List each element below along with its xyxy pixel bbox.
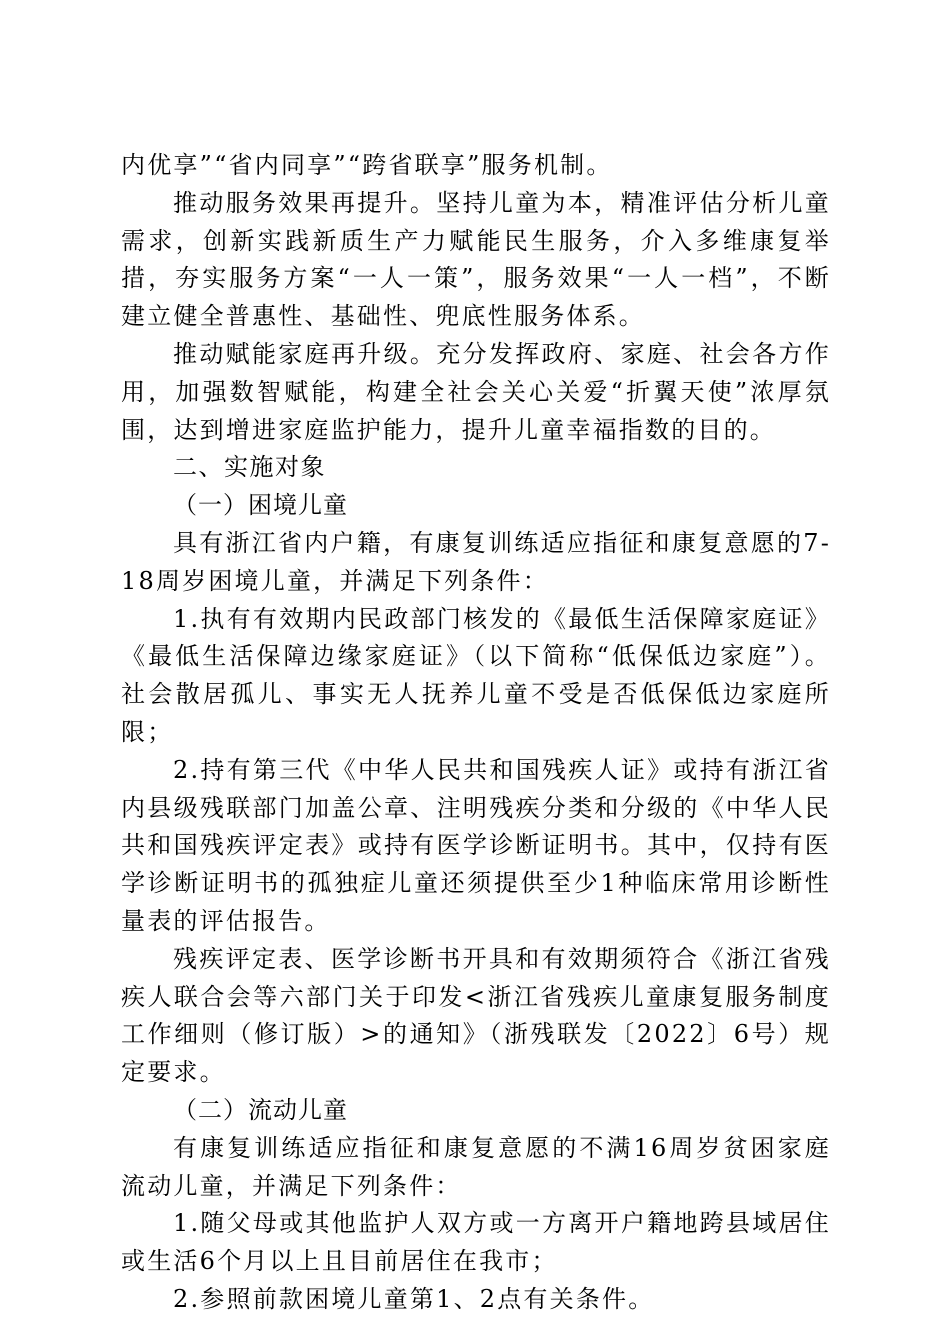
- paragraph-family-empowerment: 推动赋能家庭再升级。充分发挥政府、家庭、社会各方作用，加强数智赋能，构建全社会关心关爱“折翼天使”浓厚氛围，达到增进家庭监护能力，提升儿童幸福指数的目的。: [121, 339, 831, 444]
- list-item-migrant-condition-1: 1.随父母或其他监护人双方或一方离开户籍地跨县域居住或生活6个月以上且目前居住在我市；: [121, 1209, 831, 1276]
- subsection-heading-children-in-difficulty: （一）困境儿童: [173, 491, 348, 520]
- paragraph-eligibility-intro: 具有浙江省内户籍，有康复训练适应指征和康复意愿的7-18周岁困境儿童，并满足下列条件：: [121, 528, 831, 595]
- section-heading-target-groups: 二、实施对象: [173, 453, 326, 482]
- subsection-heading-migrant-children: （二）流动儿童: [173, 1095, 348, 1124]
- list-item-condition-2: 2.持有第三代《中华人民共和国残疾人证》或持有浙江省内县级残联部门加盖公章、注明残疾分类和分级的《中华人民共和国残疾评定表》或持有医学诊断证明书。其中，仅持有医学诊断证明书的孤独症儿童还须提供至少1种临床常用诊断性量表的评估报告。: [121, 755, 831, 935]
- paragraph-service-mechanism-tail: 内优享”“省内同享”“跨省联享”服务机制。: [121, 151, 613, 179]
- document-body: [121, 147, 831, 1319]
- list-item-condition-1: 1.执有有效期内民政部门核发的《最低生活保障家庭证》《最低生活保障边缘家庭证》（以下简称“低保低边家庭”）。社会散居孤儿、事实无人抚养儿童不受是否低保低边家庭所限；: [121, 604, 831, 746]
- list-item-migrant-condition-2: 2.参照前款困境儿童第1、2点有关条件。: [173, 1284, 655, 1313]
- paragraph-service-effect: 推动服务效果再提升。坚持儿童为本，精准评估分析儿童需求，创新实践新质生产力赋能民生服务，介入多维康复举措，夯实服务方案“一人一策”，服务效果“一人一档”，不断建立健全普惠性、基础性、兜底性服务体系。: [121, 188, 831, 331]
- paragraph-assessment-requirements: 残疾评定表、医学诊断书开具和有效期须符合《浙江省残疾人联合会等六部门关于印发<浙江省残疾儿童康复服务制度工作细则（修订版）>的通知》（浙残联发〔2022〕6号）规定要求。: [121, 944, 831, 1087]
- paragraph-migrant-eligibility-intro: 有康复训练适应指征和康复意愿的不满16周岁贫困家庭流动儿童，并满足下列条件：: [121, 1133, 831, 1200]
